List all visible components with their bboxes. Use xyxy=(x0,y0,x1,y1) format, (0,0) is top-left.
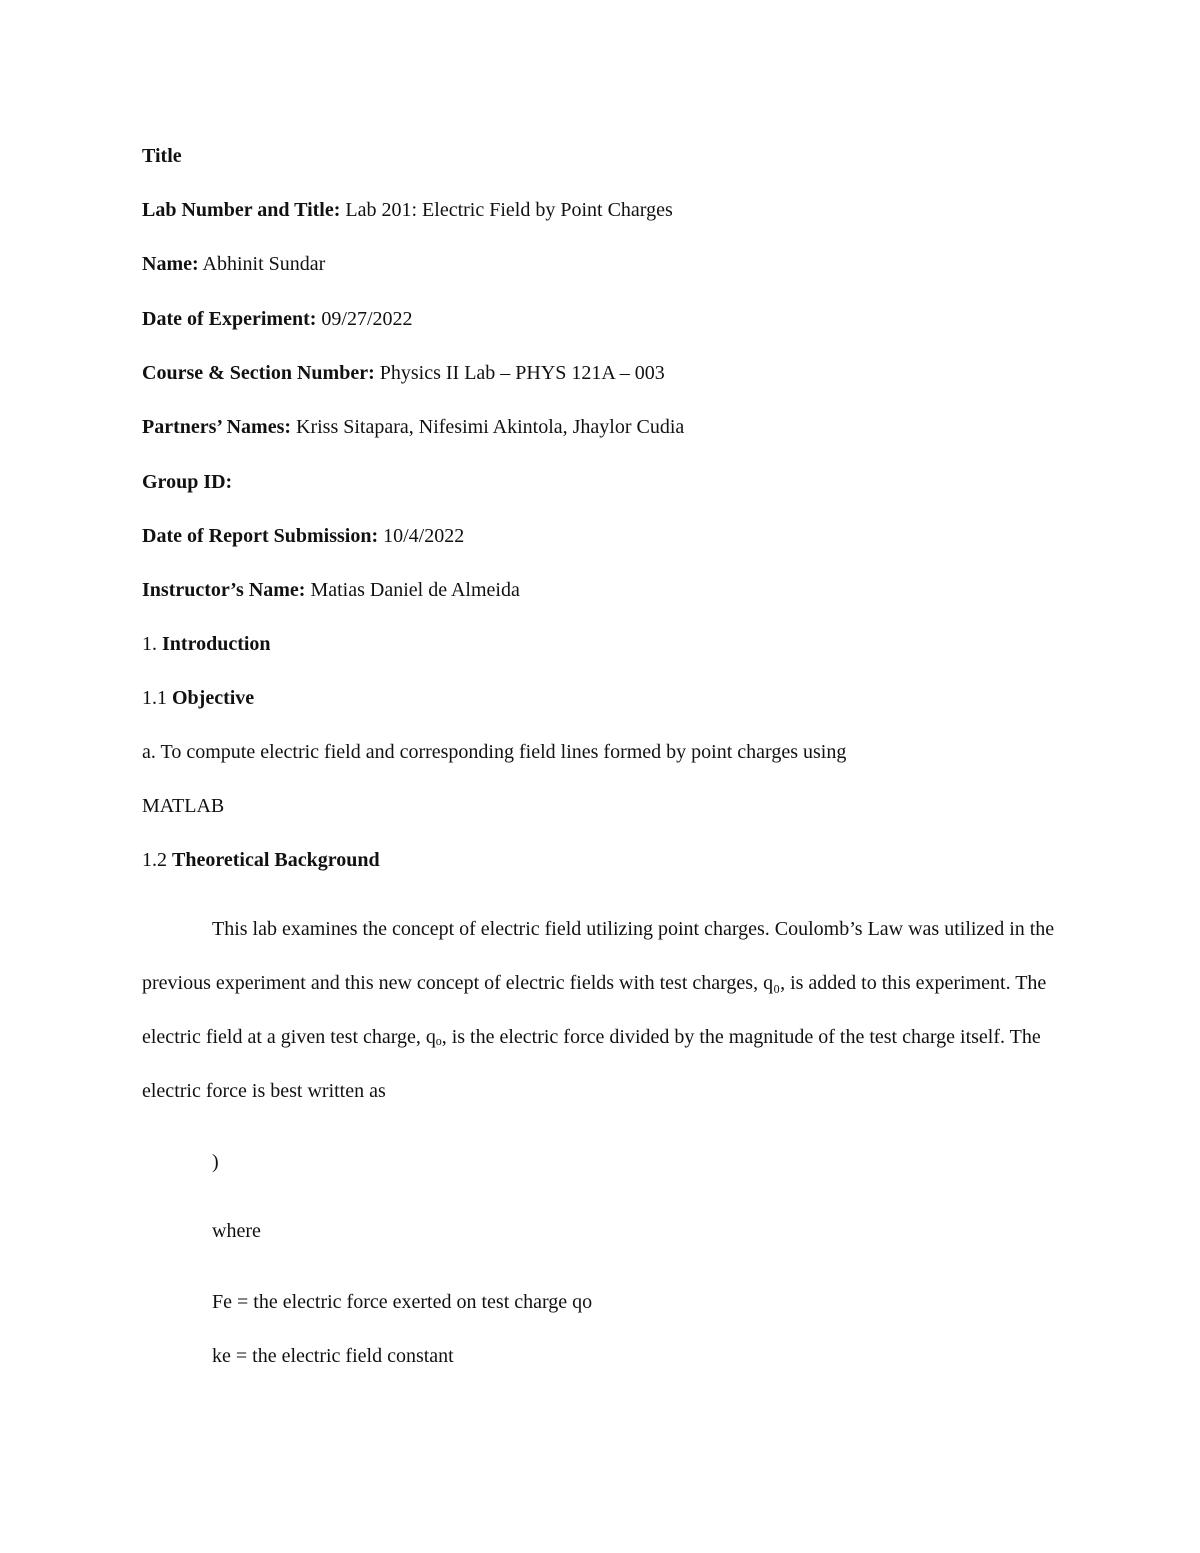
document-title: Title xyxy=(142,145,182,167)
field-name: Name: Abhinit Sundar xyxy=(142,253,326,275)
objective-text: a. To compute electric field and corresponding field lines formed by point charges using xyxy=(142,741,847,763)
field-group-id: Group ID: xyxy=(142,471,233,493)
field-date-experiment: Date of Experiment: 09/27/2022 xyxy=(142,308,413,330)
section-objective: 1.1 Objective xyxy=(142,687,255,709)
definition-ke: ke = the electric field constant xyxy=(212,1345,454,1367)
background-paragraph: This lab examines the concept of electric field utilizing point charges. Coulomb’s Law was utilized in the previous experiment and this new concept of electric fields with test charges, q₀, is added to this experiment. The electric field at a given test charge, qₒ, is the electric force divided by the magnitude of the test charge itself. The electric force is best written as xyxy=(142,918,1055,1102)
where-label: where xyxy=(212,1220,261,1242)
field-instructor: Instructor’s Name: Matias Daniel de Almeida xyxy=(142,579,520,601)
field-lab-number: Lab Number and Title: Lab 201: Electric Field by Point Charges xyxy=(142,199,673,221)
field-report-submission: Date of Report Submission: 10/4/2022 xyxy=(142,525,465,547)
equation-fragment: ) xyxy=(212,1151,219,1173)
section-theoretical-background: 1.2 Theoretical Background xyxy=(142,849,380,871)
section-introduction: 1. Introduction xyxy=(142,633,271,655)
field-course-section: Course & Section Number: Physics II Lab – PHYS 121A – 003 xyxy=(142,362,665,384)
objective-text-continued: MATLAB xyxy=(142,795,225,817)
field-partners: Partners’ Names: Kriss Sitapara, Nifesimi Akintola, Jhaylor Cudia xyxy=(142,416,685,438)
definition-fe: Fe = the electric force exerted on test charge qo xyxy=(212,1291,593,1313)
